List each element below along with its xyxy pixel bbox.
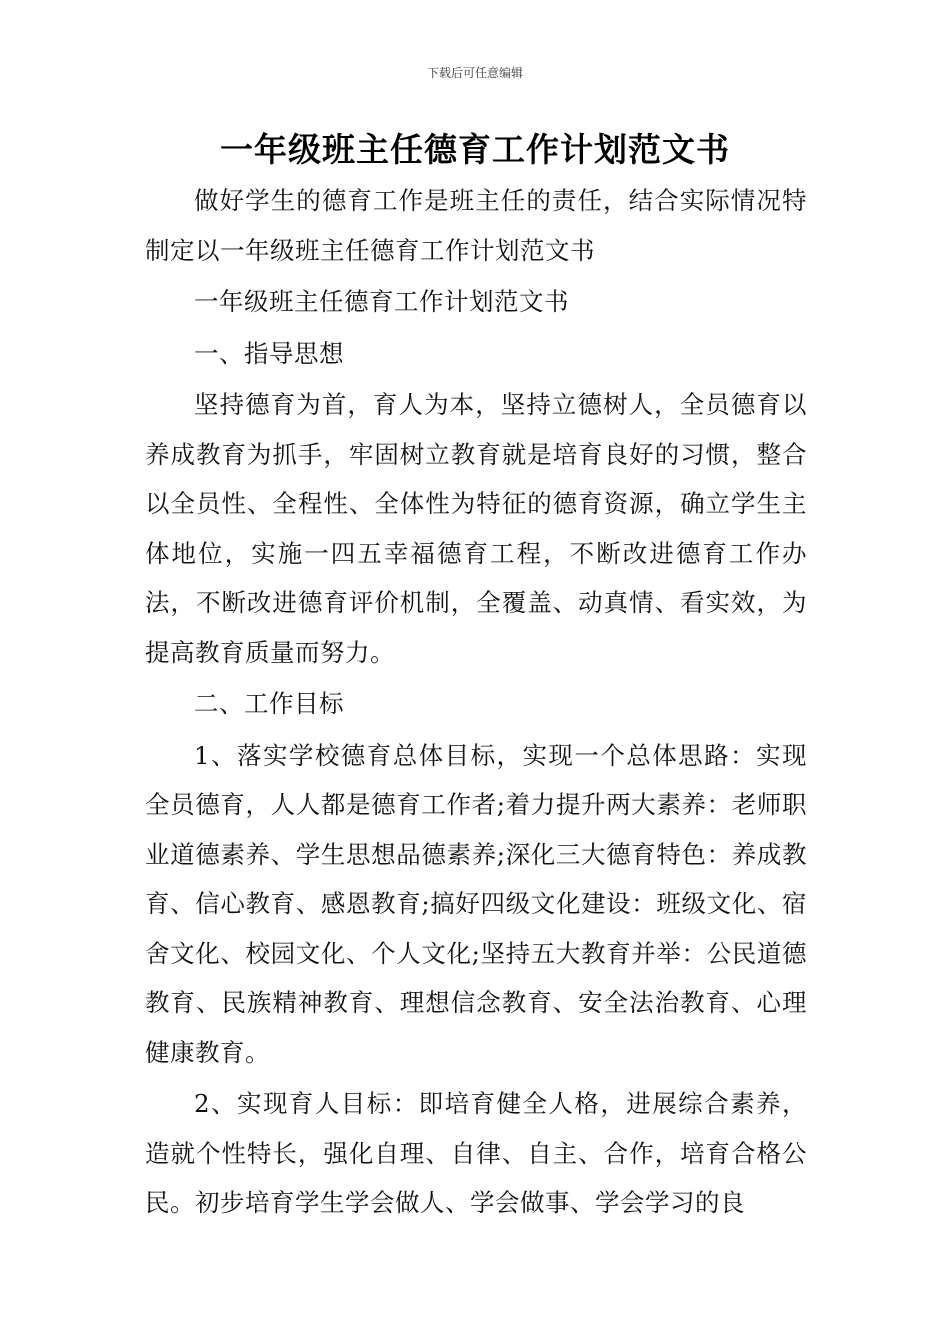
document-title: 一年级班主任德育工作计划范文书 bbox=[220, 130, 730, 169]
paragraph-intro: 做好学生的德育工作是班主任的责任，结合实际情况特制定以一年级班主任德育工作计划范文书 bbox=[145, 186, 807, 265]
document-body bbox=[145, 176, 807, 1230]
paragraph-subtitle: 一年级班主任德育工作计划范文书 bbox=[194, 287, 569, 316]
paragraph-goal-1: 1、落实学校德育总体目标，实现一个总体思路：实现全员德育，人人都是德育工作者;着力提升两大素养：老师职业道德素养、学生思想品德素养;深化三大德育特色：养成教育、信心教育、感恩教育;搞好四级文化建设：班级文化、宿舍文化、校园文化、个人文化;坚持五大教育并举：公民道德教育、民族精神教育、理想信念教育、安全法治教育、心理健康教育。 bbox=[145, 740, 807, 1067]
section-heading-guiding-thought: 一、指导思想 bbox=[194, 338, 344, 368]
header-note: 下载后可任意编辑 bbox=[426, 66, 523, 80]
paragraph-goal-2: 2、实现育人目标：即培育健全人格，进展综合素养，造就个性特长，强化自理、自律、自主、合作，培育合格公民。初步培育学生学会做人、学会做事、学会学习的良 bbox=[145, 1089, 807, 1217]
paragraph-guiding-thought: 坚持德育为首，育人为本，坚持立德树人，全员德育以养成教育为抓手，牢固树立教育就是培育良好的习惯，整合以全员性、全程性、全体性为特征的德育资源，确立学生主体地位，实施一四五幸福德育工程，不断改进德育工作办法，不断改进德育评价机制，全覆盖、动真情、看实效，为提高教育质量而努力。 bbox=[145, 390, 807, 667]
section-heading-work-goals: 二、工作目标 bbox=[194, 689, 344, 718]
